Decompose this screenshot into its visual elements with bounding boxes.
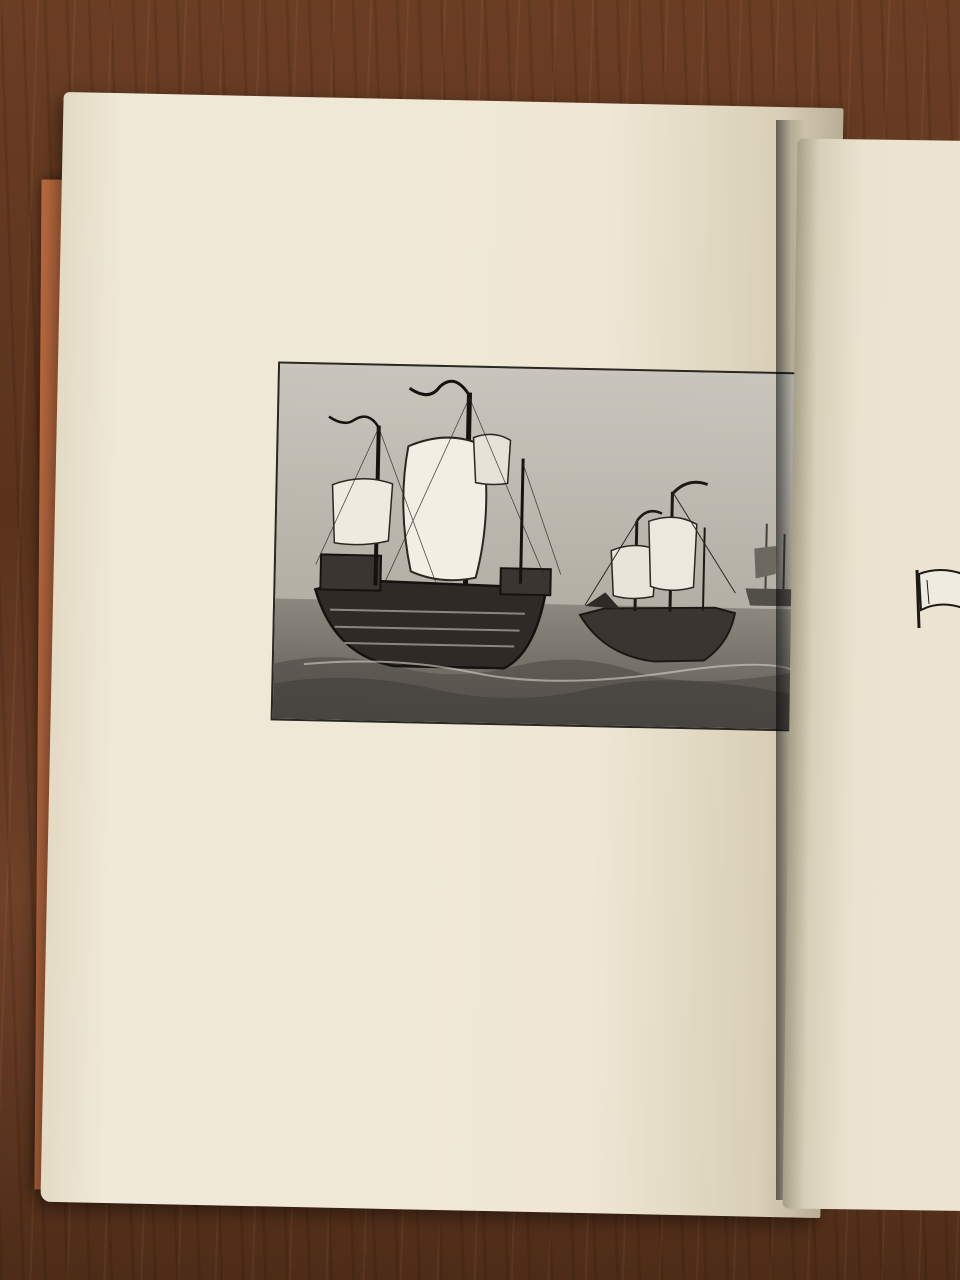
page-number bbox=[213, 133, 793, 145]
flag-illustration-icon bbox=[905, 560, 960, 630]
left-page bbox=[40, 92, 843, 1218]
illustration-caption bbox=[270, 731, 800, 742]
bottom-paragraphs bbox=[257, 776, 777, 787]
ship-illustration bbox=[271, 362, 812, 732]
right-page bbox=[783, 139, 960, 1212]
ship-engraving-icon bbox=[273, 364, 810, 730]
top-paragraph bbox=[270, 176, 790, 187]
